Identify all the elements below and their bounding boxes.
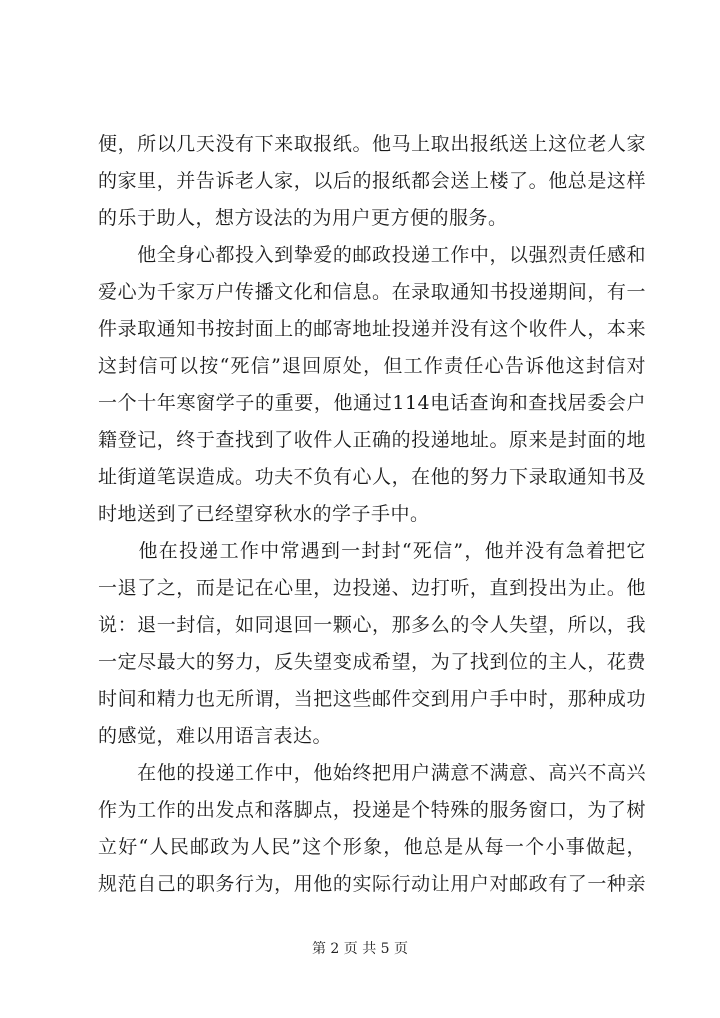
text-line: 立好“人民邮政为人民”这个形象，他总是从每一个小事做起，	[98, 836, 646, 858]
text-line: 一个十年寒窗学子的重要，他通过114电话查询和查找居委会户	[98, 392, 646, 414]
text-line: 他全身心都投入到挚爱的邮政投递工作中，以强烈责任感和	[98, 244, 646, 266]
paragraph-2	[98, 237, 646, 533]
text-line: 时间和精力也无所谓，当把这些邮件交到用户手中时，那种成功	[98, 688, 646, 710]
text-line: 一定尽最大的努力，反失望变成希望，为了找到位的主人，花费	[98, 651, 646, 673]
text-line: 籍登记，终于查找到了收件人正确的投递地址。原来是封面的地	[98, 429, 646, 451]
text-line: 的乐于助人，想方设法的为用户更方便的服务。	[98, 207, 508, 229]
text-line: 一退了之，而是记在心里，边投递、边打听，直到投出为止。他	[98, 577, 646, 599]
text-line: 说：退一封信，如同退回一颗心，那多么的令人失望，所以，我	[98, 614, 646, 636]
text-line: 件录取通知书按封面上的邮寄地址投递并没有这个收件人，本来	[98, 318, 646, 340]
page-number-label: 第 2 页 共 5 页	[311, 941, 409, 957]
text-line: 时地送到了已经望穿秋水的学子手中。	[98, 503, 430, 525]
text-line: 他在投递工作中常遇到一封封“死信”，他并没有急着把它	[98, 540, 646, 562]
paragraph-3	[98, 533, 646, 755]
text-line: 的家里，并告诉老人家，以后的报纸都会送上楼了。他总是这样	[98, 170, 646, 192]
paragraph-4	[98, 755, 646, 903]
text-line: 爱心为千家万户传播文化和信息。在录取通知书投递期间，有一	[98, 281, 646, 303]
text-line: 规范自己的职务行为，用他的实际行动让用户对邮政有了一种亲	[98, 873, 646, 895]
text-line: 这封信可以按“死信”退回原处，但工作责任心告诉他这封信对	[98, 355, 646, 377]
text-line: 作为工作的出发点和落脚点，投递是个特殊的服务窗口，为了树	[98, 799, 646, 821]
text-line: 在他的投递工作中，他始终把用户满意不满意、高兴不高兴	[98, 762, 646, 784]
document-body	[98, 126, 646, 903]
page-footer	[0, 938, 720, 958]
text-line: 便，所以几天没有下来取报纸。他马上取出报纸送上这位老人家	[98, 133, 646, 155]
paragraph-1	[98, 126, 646, 237]
text-line: 址街道笔误造成。功夫不负有心人，在他的努力下录取通知书及	[98, 466, 646, 488]
text-line: 的感觉，难以用语言表达。	[98, 725, 333, 747]
